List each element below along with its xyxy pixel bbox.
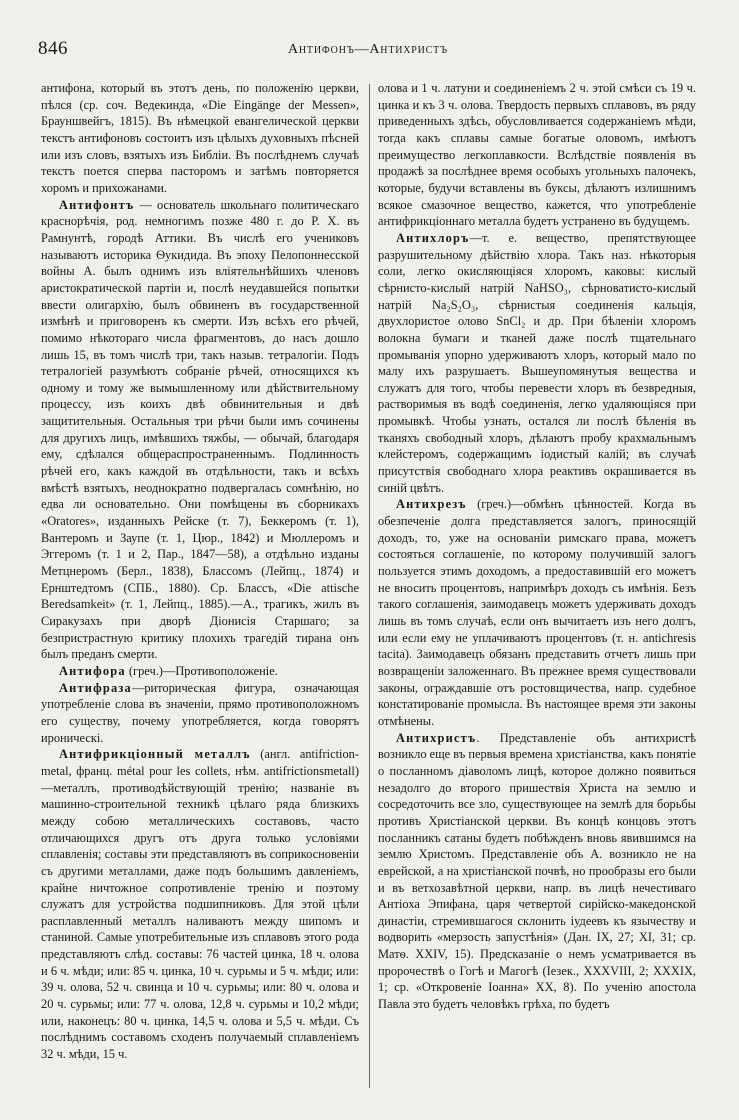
entry-term: Антифраза [59, 680, 132, 695]
entry-term: Антифора [59, 663, 126, 678]
page-header [38, 38, 699, 64]
entry-antifraza [41, 680, 359, 747]
entry-antichrist [378, 730, 696, 1013]
entry-antifont [41, 197, 359, 663]
entry-term: Антихристъ [396, 730, 477, 745]
entry-term: Антихлоръ [396, 230, 470, 245]
page-number: 846 [38, 38, 68, 59]
entry-text: олова и 1 ч. латуни и соединеніемъ 2 ч. этой смѣси съ 19 ч. цинка и къ 3 ч. олова. Твердость первыхъ сплавовъ, въ ряду приведенныхъ здѣсь, обусловливается содержаніемъ мѣди, тогда какъ сплавы самые богатые оловомъ, имѣютъ преимущество легкоплавкости. Вслѣдствіе появленія въ продажѣ за послѣднее время особыхъ угольныхъ палочекъ, которые, будучи вставлены въ буксы, дѣлаютъ излишнимъ всякое смазочное вещество, кажется, что употребленіе антифрикціоннаго металла будетъ устранено въ будущемъ. [378, 81, 696, 229]
entry-text: — основатель школьнаго политическаго краснорѣчія, род. немногимъ позже 480 г. до Р. X. въ Рамнунтѣ, городѣ Аттики. Въ числѣ его учениковъ называютъ историка Ѳукидида. Въ эпоху Пелопоннесской войны А. былъ однимъ изъ вліятельнѣйшихъ членовъ аристократической партіи и, послѣ неудавшейся попытки ввести олигархію, былъ обвиненъ въ государственной измѣнѣ и приговоренъ къ смерти. Изъ всѣхъ его рѣчей, помимо нѣкотораго числа фрагментовъ, до насъ дошло лишь 15, въ томъ числѣ три, такъ назыв. тетралогіи. Подъ тетралогіей разумѣютъ собраніе рѣчей, относящихся къ одному и тому же вымышленному или дѣйствительному процессу, изъ коихъ двѣ обвинительныя и двѣ защитительныя. Остальныя три рѣчи были имъ сочинены для другихъ лицъ, имѣвшихъ тяжбы, — обычай, благодаря ему, сдѣлался общераспространеннымъ. Подлинность рѣчей его, какъ каждой въ отдѣльности, такъ и всѣхъ вмѣстѣ взятыхъ, неоднократно подвергалась сомнѣнію, но едва ли основательно. Они помѣщены въ сборникахъ «Oratores», изданныхъ Рейске (т. 7), Беккеромъ (т. 1), Вантеромъ и Заупе (т. 1, Цюр., 1842) и Мюллеромъ и Эггеромъ (т. 1 и 2, Пар., 1847—58), а отдѣльно изданы Метцнеромъ (Берл., 1838), Блассомъ (Лейпц., 1874) и Ернштедтомъ (СПБ., 1880). Ср. Блассъ, «Die attische Beredsamkeit» (т. 1, Лейпц., 1885).—А., трагикъ, жилъ въ Сиракузахъ при дворѣ Діонисія Старшаго; за безпристрастную критику плохихъ трагедій тирана онъ былъ преданъ смерти. [41, 197, 359, 662]
entry-antifriction-metal [41, 746, 359, 1062]
entry-text: антифона, который въ этотъ день, по положенію церкви, пѣлся (ср. соч. Ведекинда, «Die Eingänge der Messen», Брауншвейгъ, 1815). Въ нѣмецкой евангелической церкви текстъ антифоновъ состоитъ изъ цѣлыхъ духовныхъ пѣсней или изъ словъ, взятыхъ изъ Библіи. Въ послѣднемъ случаѣ текстъ поется сперва пасторомъ и затѣмъ повторяется хоромъ и прихожанами. [41, 81, 359, 195]
entry-continuation [41, 80, 359, 197]
running-head: Антифонъ—Антихристъ [288, 42, 448, 57]
entry-antichrez [378, 496, 696, 729]
entry-text: . Представленіе объ антихристѣ возникло еще въ первыя времена христіанства, какъ понятіе о посланномъ діаволомъ лицѣ, которое должно появиться незадолго до второго пришествія Христа на землю и сосредоточить все зло, существующее на землѣ для борьбы противъ Христіанской церкви. Въ концѣ концовъ этотъ посланникъ сатаны будетъ побѣжденъ вновь явившимся на землю Христомъ. Представленіе объ А. возникло не на еврейской, а на христіанской почвѣ, но прообразы его были и въ ветхозавѣтной церкви, напр. въ лицѣ нечестиваго Антіоха Эпифана, царя четвертой сирійско-македонской династіи, стремившагося склонить іудеевъ къ язычеству и водворить «мерзость запустѣнія» (Дан. IX, 27; XI, 31; ср. Матѳ. XXIV, 15). Предсказаніе о немъ усматривается въ пророчествѣ о Гогѣ и Магогѣ (Iезек., XXXVIII, 2; XXXIX, 1; ср. «Откровеніе Іоанна» XX, 8). По ученію апостола Павла это будетъ человѣкъ грѣха, по будетъ [378, 730, 696, 1012]
right-column [378, 80, 696, 1090]
entry-antichlor [378, 230, 696, 497]
entry-continuation [378, 80, 696, 230]
entry-term: Антифрикціонный металлъ [59, 747, 251, 762]
column-divider [369, 84, 370, 1088]
entry-text: —риторическая фигура, означающая употребленіе слова въ значеніи, прямо противоположномъ его существу, почему употребляется, когда говорятъ ироническі. [41, 680, 359, 745]
entry-term: Антихрезъ [396, 497, 467, 512]
entry-text: (греч.)—Противоположеніе. [125, 663, 278, 678]
left-column [41, 80, 359, 1090]
entry-term: Антифонтъ [59, 197, 135, 212]
entry-text: (англ. antifriction-metal, франц. métal pour les collets, нѣм. antifrictionsmetall)—металлъ, противодѣйствующій тренію; названіе въ машинно-строительной техникѣ цѣлаго ряда близкихъ между собою металлическихъ составовъ, часто отличающихся другъ отъ друга только условіями сплавленія; составы эти представляютъ въ соприкосновеніи съ другими металлами, даже подъ большимъ давленіемъ, крайне ничтожное сопротивленіе тренію и поэтому служатъ для устройства подшипниковъ. Для этой цѣли расплавленный металлъ наливаютъ между шипомъ и станиной. Самые употребительные изъ сплавовъ этого рода представляютъ слѣд. составы: 76 частей цинка, 18 ч. олова и 6 ч. мѣди; или: 85 ч. цинка, 10 ч. сурьмы и 5 ч. мѣди; или: 39 ч. олова, 52 ч. свинца и 10 ч. сурьмы; или: 80 ч. олова и 20 ч. сурьмы; или: 77 ч. олова, 12,8 ч. сурьмы и 10,2 мѣди; или, наконецъ: 80 ч. цинка, 14,5 ч. олова и 5,5 ч. мѣди. Съ послѣднимъ составомъ сходенъ получаемый сплавленіемъ 32 ч. мѣди, 15 ч. [41, 747, 359, 1062]
entry-text: (греч.)—обмѣнъ цѣнностей. Когда въ обезпеченіе долга представляется залогъ, приносящій доходъ, то, уже на основаніи римскаго права, можетъ состояться соглашеніе, по которому получившій залогъ пользуется этимъ доходомъ, а предоставившій его можетъ не вносить процентовъ, напримѣръ доходъ съ имѣнія. Безъ такого соглашенія, заимодавецъ можетъ удерживать доходъ лишь въ томъ случаѣ, если онъ вычитаетъ изъ него долгъ, или если ему не уплачиваютъ процентовъ (т. н. antichresis tacita). Заимодавецъ обязанъ представить отчетъ лишь при возвращеніи заложеннаго. Въ прежнее время существовали законы, ограждавшіе отъ ростовщичества, напр. судебное констатированіе промысла. Въ настоящее время эти законы отмѣнены. [378, 497, 696, 728]
entry-text: —т. е. вещество, препятствующее разрушительному дѣйствію хлора. Такъ наз. нѣкоторыя соли, легко окисляющіяся хлоромъ, каковы: кислый сѣрнисто-кислый натрій NaHSO₃, сѣрноватисто-кислый натрій Na₂S₂O₃, сѣрнистыя соединенія кальція, двухлористое олово SnCl₂ и др. При бѣленіи хлоромъ волокна бумаги и тканей даже послѣ тщательнаго промыванія упорно удерживаютъ хлоръ, который мало по малу ихъ разрушаетъ. Вышеупомянутыя вещества и служатъ для того, чтобы перевести хлоръ въ безвредныя, растворимыя въ водѣ соединенія, легко удаляющіяся при промывкѣ. Чтобы узнать, остался ли послѣ бѣленія въ тканяхъ свободный хлоръ, дѣлаютъ пробу крахмальнымъ клейстеромъ, содержащимъ іодистый калій; въ случаѣ присутствія свободнаго хлора реактивъ окрашивается въ синій цвѣтъ. [378, 230, 696, 495]
entry-antifora [41, 663, 359, 680]
